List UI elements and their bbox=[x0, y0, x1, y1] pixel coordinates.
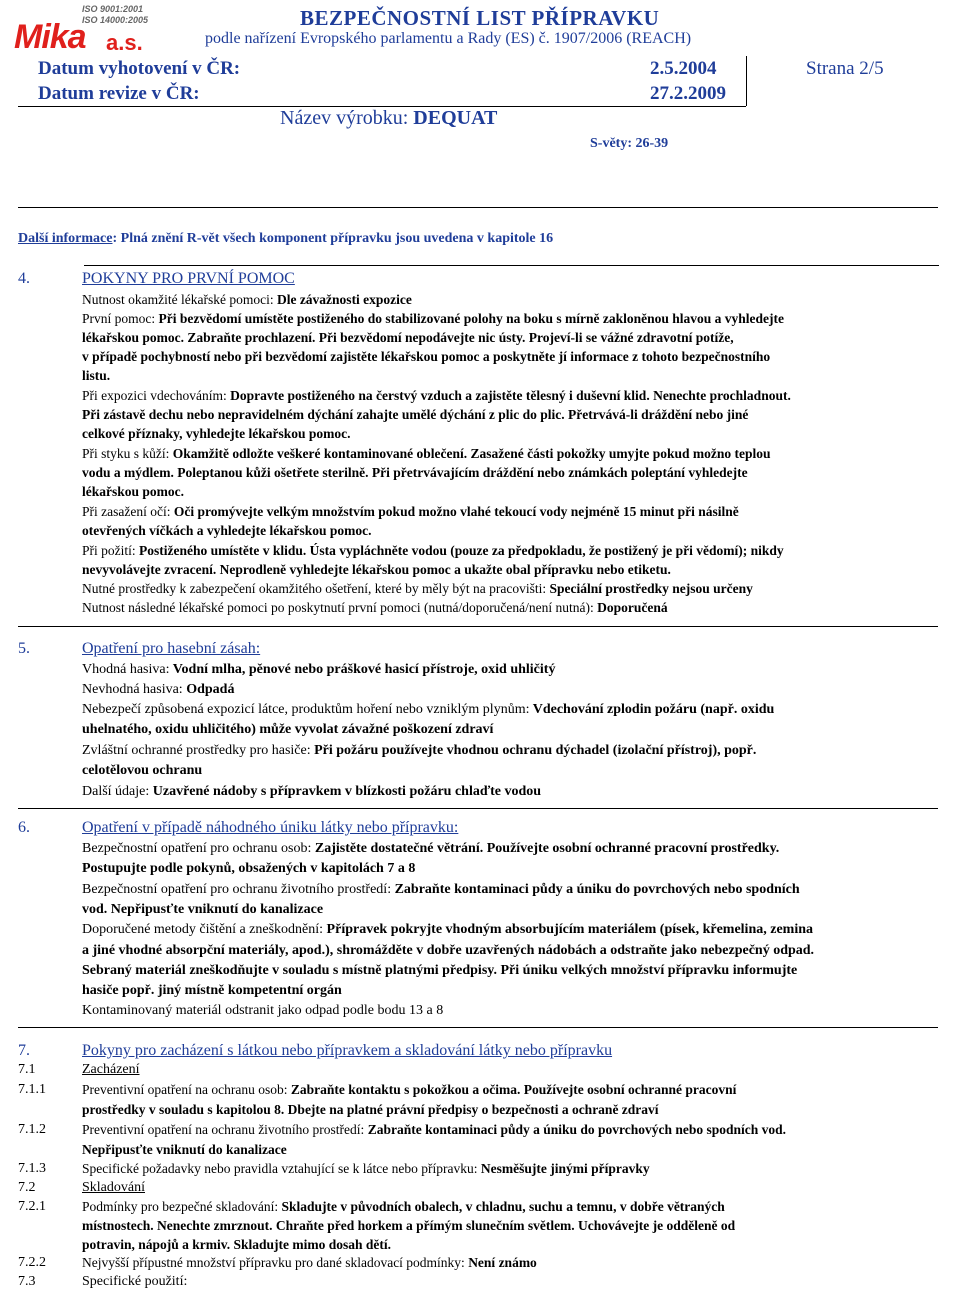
product-name bbox=[280, 107, 497, 130]
s7-1-1-line-1: Preventivní opatření na ochranu osob: Zabraňte kontaktu s pokožkou a očima. Používejte osobní ochranné pracovní bbox=[82, 1082, 737, 1097]
company-logo bbox=[12, 4, 162, 56]
header-divider bbox=[746, 56, 747, 106]
s4-line-8: celkové příznaky, vyhledejte lékařskou pomoc. bbox=[82, 426, 351, 441]
section-4-heading bbox=[18, 270, 295, 288]
section-5-title: Opatření pro hasební zásah: bbox=[82, 640, 261, 657]
s7-2-2-line-1: Nejvyšší přípustné množství přípravku pro dané skladovací podmínky: Není známo bbox=[82, 1255, 537, 1270]
s4-line-11: lékařskou pomoc. bbox=[82, 484, 185, 499]
s7-2-1-number: 7.2.1 bbox=[18, 1199, 46, 1214]
further-info-label: Další informace bbox=[18, 231, 113, 246]
s7-1-1-line-2: prostředky v souladu s kapitolou 8. Dbejte na platné právní předpisy o bezpečnosti a ochraně zdraví bbox=[82, 1102, 659, 1117]
s6-line-1: Bezpečnostní opatření pro ochranu osob: Zajistěte dostatečné větrání. Používejte osobní ochranné pracovní prostředky. bbox=[82, 841, 780, 856]
s7-2-number: 7.2 bbox=[18, 1180, 36, 1195]
s5-line-1: Vhodná hasiva: Vodní mlha, pěnové nebo práškové hasicí přístroje, oxid uhličitý bbox=[82, 662, 556, 677]
s7-1-3-number: 7.1.3 bbox=[18, 1161, 46, 1176]
s7-3-title: Specifické použití: bbox=[82, 1274, 188, 1289]
s4-line-9: Při styku s kůží: Okamžitě odložte veškeré kontaminované oblečení. Zasažené části pokožky umyjte pokud možno teplou bbox=[82, 446, 771, 461]
s7-2-1-line-2: místnostech. Nenechte zmrznout. Chraňte před horkem a přímým slunečním světlem. Uchovávejte je odděleně od bbox=[82, 1218, 736, 1233]
section6-rule bbox=[18, 808, 938, 809]
page-number: Strana 2/5 bbox=[806, 58, 884, 79]
s7-2-1-line-3: potravin, nápojů a krmiv. Skladujte mimo dosah dětí. bbox=[82, 1237, 392, 1252]
further-info bbox=[18, 230, 553, 248]
s7-1-1-number: 7.1.1 bbox=[18, 1082, 46, 1097]
logo-brand: Mika bbox=[14, 18, 86, 56]
revised-date-label: Datum revize v ČR: bbox=[38, 83, 200, 104]
s4-line-15: nevyvolávejte zvracení. Neprodleně vyhledejte lékařskou pomoc a ukažte obal přípravku nebo etiketu. bbox=[82, 562, 671, 577]
s7-2-1-line-1: Podmínky pro bezpečné skladování: Skladujte v původních obalech, v chladnu, suchu a temnu, v dobře větraných bbox=[82, 1199, 725, 1214]
s4-line-10: vodu a mýdlem. Poleptanou kůži ošetřete sterilně. Při přetrvávajícím dráždění nebo známkách poleptání vyhledejte bbox=[82, 465, 748, 480]
s7-1-3-line-1: Specifické požadavky nebo pravidla vztahující se k látce nebo přípravku: Nesměšujte jinými přípravky bbox=[82, 1161, 650, 1176]
s-phrases: S-věty: 26-39 bbox=[590, 136, 669, 151]
section-7-number: 7. bbox=[18, 1042, 30, 1059]
s4-line-7: Při zástavě dechu nebo nepravidelném dýchání zahajte umělé dýchání z plic do plic. Přetrvává-li dráždění nebo jiné bbox=[82, 407, 749, 422]
s7-1-2-line-2: Nepřipusťte vniknutí do kanalizace bbox=[82, 1142, 287, 1157]
s5-line-3: Nebezpečí způsobená expozicí látce, produktům hoření nebo vzniklým plynům: Vdechování zplodin požáru (např. oxidu bbox=[82, 702, 775, 717]
s6-line-8: hasiče popř. jiný místně kompetentní orgán bbox=[82, 983, 342, 998]
s4-line-17: Nutnost následné lékařské pomoci po poskytnutí první pomoci (nutná/doporučená/není nutná): Doporučená bbox=[82, 600, 668, 615]
s4-line-13: otevřených víčkách a vyhledejte lékařskou pomoc. bbox=[82, 523, 372, 538]
s5-line-5: Zvláštní ochranné prostředky pro hasiče: Při požáru používejte vhodnou ochranu dýchadel (izolační přístroj), popř. bbox=[82, 743, 757, 758]
s4-line-16: Nutné prostředky k zabezpečení okamžitého ošetření, které by měly být na pracovišti: Speciální prostředky nejsou určeny bbox=[82, 581, 753, 596]
s7-2-title: Skladování bbox=[82, 1180, 145, 1195]
revised-date-value: 27.2.2009 bbox=[650, 83, 726, 104]
section-5-number: 5. bbox=[18, 640, 30, 657]
product-name-value: DEQUAT bbox=[413, 107, 498, 129]
s5-line-6: celotělovou ochranu bbox=[82, 763, 203, 778]
created-date-value: 2.5.2004 bbox=[650, 58, 717, 79]
section-6-number: 6. bbox=[18, 819, 30, 836]
section-6-heading bbox=[18, 819, 458, 837]
s7-1-number: 7.1 bbox=[18, 1062, 36, 1077]
s4-line-6: Při expozici vdechováním: Dopravte postiženého na čerstvý vzduch a zajistěte tělesný i duševní klid. Nenechte prochladnout. bbox=[82, 388, 791, 403]
logo-iso-14000: ISO 14000:2005 bbox=[82, 15, 149, 25]
section-6-title: Opatření v případě náhodného úniku látky nebo přípravku: bbox=[82, 819, 459, 836]
s6-line-9: Kontaminovaný materiál odstranit jako odpad podle bodu 13 a 8 bbox=[82, 1003, 444, 1018]
s7-1-2-number: 7.1.2 bbox=[18, 1122, 46, 1137]
s6-line-6: a jiné vhodné absorpční materiály, apod.), shromážděte v dobře uzavřených nádobách a odstraňte jako nebezpečný odpad. bbox=[82, 943, 815, 958]
s7-2-2-number: 7.2.2 bbox=[18, 1255, 46, 1270]
section-4-title: POKYNY PRO PRVNÍ POMOC bbox=[82, 270, 295, 287]
s6-line-2: Postupujte podle pokynů, obsažených v kapitolách 7 a 8 bbox=[82, 861, 416, 876]
document-title: BEZPEČNOSTNÍ LIST PŘÍPRAVKU bbox=[300, 6, 660, 30]
s4-line-4: v případě pochybností nebo při bezvědomí zajistěte lékařskou pomoc a poskytněte jí informace z tohoto bezpečnostního bbox=[82, 349, 771, 364]
s6-line-5: Doporučené metody čištění a zneškodnění: Přípravek pokryjte vhodným absorbujícím materiálem (písek, křemelina, zemina bbox=[82, 922, 813, 937]
product-name-label: Název výrobku: bbox=[280, 107, 409, 129]
s6-line-4: vod. Nepřipusťte vniknutí do kanalizace bbox=[82, 902, 324, 917]
s5-line-7: Další údaje: Uzavřené nádoby s přípravkem v blízkosti požáru chlaďte vodou bbox=[82, 784, 542, 799]
section-5-heading bbox=[18, 640, 260, 658]
s4-line-2: První pomoc: Při bezvědomí umístěte postiženého do stabilizované polohy na boku s mírně zakloněnou hlavou a vyhledejte bbox=[82, 311, 785, 326]
s4-line-12: Při zasažení očí: Oči promývejte velkým množstvím pokud možno vlahé tekoucí vody nejméně 15 minut při násilně bbox=[82, 504, 739, 519]
section-7-title: Pokyny pro zacházení s látkou nebo přípravkem a skladování látky nebo přípravku bbox=[82, 1042, 613, 1059]
s7-1-title: Zacházení bbox=[82, 1062, 140, 1077]
document-subtitle: podle nařízení Evropského parlamentu a Rady (ES) č. 1907/2006 (REACH) bbox=[205, 30, 692, 47]
s6-line-7: Sebraný materiál zneškodňujte v souladu s místně platnými předpisy. Při úniku velkých množství přípravku informujte bbox=[82, 963, 798, 978]
s4-line-14: Při požití: Postiženého umístěte v klidu. Ústa vypláchněte vodou (pouze za předpokladu, že postižený je při vědomí); nikdy bbox=[82, 543, 784, 558]
section7-rule bbox=[18, 1027, 938, 1028]
section5-rule bbox=[18, 626, 938, 627]
s4-line-3: lékařskou pomoc. Zabraňte prochlazení. Při bezvědomí nepodávejte nic ústy. Projeví-li se vážné zdravotní potíže, bbox=[82, 330, 734, 345]
section-7-heading bbox=[18, 1042, 612, 1060]
s6-line-3: Bezpečnostní opatření pro ochranu životního prostředí: Zabraňte kontaminaci půdy a úniku do povrchových nebo spodních bbox=[82, 882, 800, 897]
s4-line-1: Nutnost okamžité lékařské pomoci: Dle závažnosti expozice bbox=[82, 292, 412, 307]
created-date-label: Datum vyhotovení v ČR: bbox=[38, 58, 241, 79]
further-info-text: : Plná znění R-vět všech komponent přípravku jsou uvedena v kapitole 16 bbox=[112, 231, 554, 246]
s7-1-2-line-1: Preventivní opatření na ochranu životního prostředí: Zabraňte kontaminaci půdy a úniku do povrchových nebo spodních vod. bbox=[82, 1122, 787, 1137]
s5-line-2: Nevhodná hasiva: Odpadá bbox=[82, 682, 235, 697]
section-4-number: 4. bbox=[18, 270, 30, 287]
top-rule bbox=[18, 207, 938, 208]
s5-line-4: uhelnatého, oxidu uhličitého) může vyvolat závažné poškození zdraví bbox=[82, 722, 494, 737]
section4-rule bbox=[84, 265, 939, 266]
logo-iso-9001: ISO 9001:2001 bbox=[82, 4, 144, 14]
logo-suffix: a.s. bbox=[106, 30, 143, 55]
s4-line-5: listu. bbox=[82, 368, 111, 383]
s7-3-number: 7.3 bbox=[18, 1274, 36, 1289]
